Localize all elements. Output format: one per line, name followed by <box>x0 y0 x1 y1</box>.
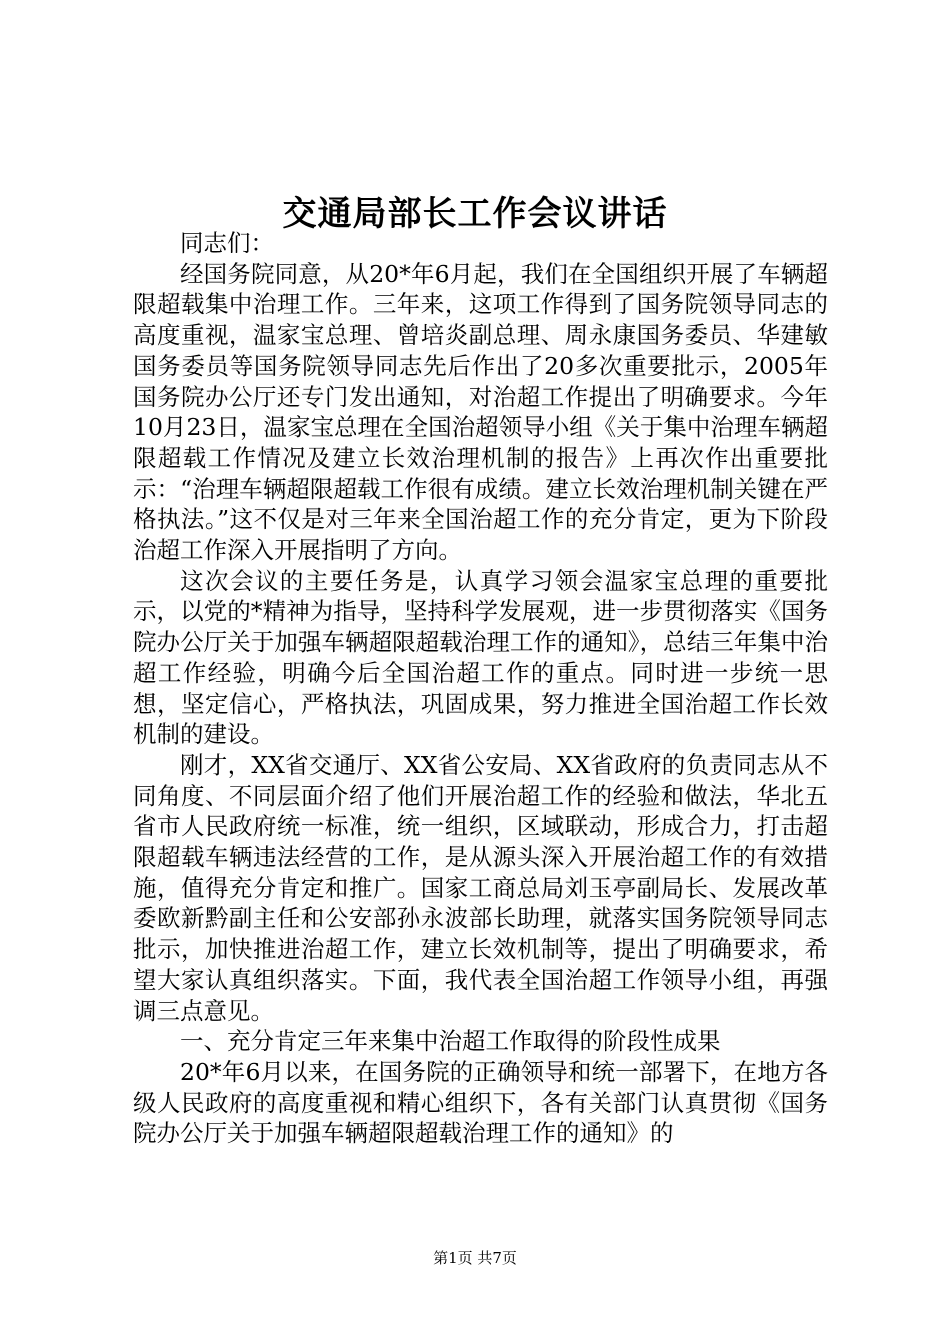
document-title: 交通局部长工作会议讲话 <box>282 194 668 234</box>
body-paragraph: 刚才，XX省交通厅、XX省公安局、XX省政府的负责同志从不同角度、不同层面介绍了他们开展治超工作的经验和做法，华北五省市人民政府统一标准，统一组织，区域联动，形成合力，打击超限超载车辆违法经营的工作，是从源头深入开展治超工作的有效措施，值得充分肯定和推广。国家工商总局刘玉亭副局长、发展改革委欧新黔副主任和公安部孙永波部长助理，就落实国务院领导同志批示，加快推进治超工作，建立长效机制等，提出了明确要求，希望大家认真组织落实。下面，我代表全国治超工作领导小组，再强调三点意见。 <box>133 750 828 1025</box>
page-footer: 第1页 共7页 <box>433 1249 517 1267</box>
body-paragraph: 20*年6月以来，在国务院的正确领导和统一部署下，在地方各级人民政府的高度重视和精心组织下，各有关部门认真贯彻《国务院办公厅关于加强车辆超限超载治理工作的通知》的 <box>133 1057 828 1148</box>
section-heading: 一、充分肯定三年来集中治超工作取得的阶段性成果 <box>180 1027 721 1056</box>
salutation: 同志们： <box>180 229 274 257</box>
body-paragraph: 这次会议的主要任务是，认真学习领会温家宝总理的重要批示，以党的*精神为指导，坚持科学发展观，进一步贯彻落实《国务院办公厅关于加强车辆超限超载治理工作的通知》，总结三年集中治超工作经验，明确今后全国治超工作的重点。同时进一步统一思想，坚定信心，严格执法，巩固成果，努力推进全国治超工作长效机制的建设。 <box>133 566 828 749</box>
body-paragraph: 经国务院同意，从20*年6月起，我们在全国组织开展了车辆超限超载集中治理工作。三年来，这项工作得到了国务院领导同志的高度重视，温家宝总理、曾培炎副总理、周永康国务委员、华建敏国务委员等国务院领导同志先后作出了20多次重要批示，2005年国务院办公厅还专门发出通知，对治超工作提出了明确要求。今年10月23日，温家宝总理在全国治超领导小组《关于集中治理车辆超限超载工作情况及建立长效治理机制的报告》上再次作出重要批示：“治理车辆超限超载工作很有成绩。建立长效治理机制关键在严格执法。”这不仅是对三年来全国治超工作的充分肯定，更为下阶段治超工作深入开展指明了方向。 <box>133 259 828 565</box>
document-body <box>133 228 828 1149</box>
